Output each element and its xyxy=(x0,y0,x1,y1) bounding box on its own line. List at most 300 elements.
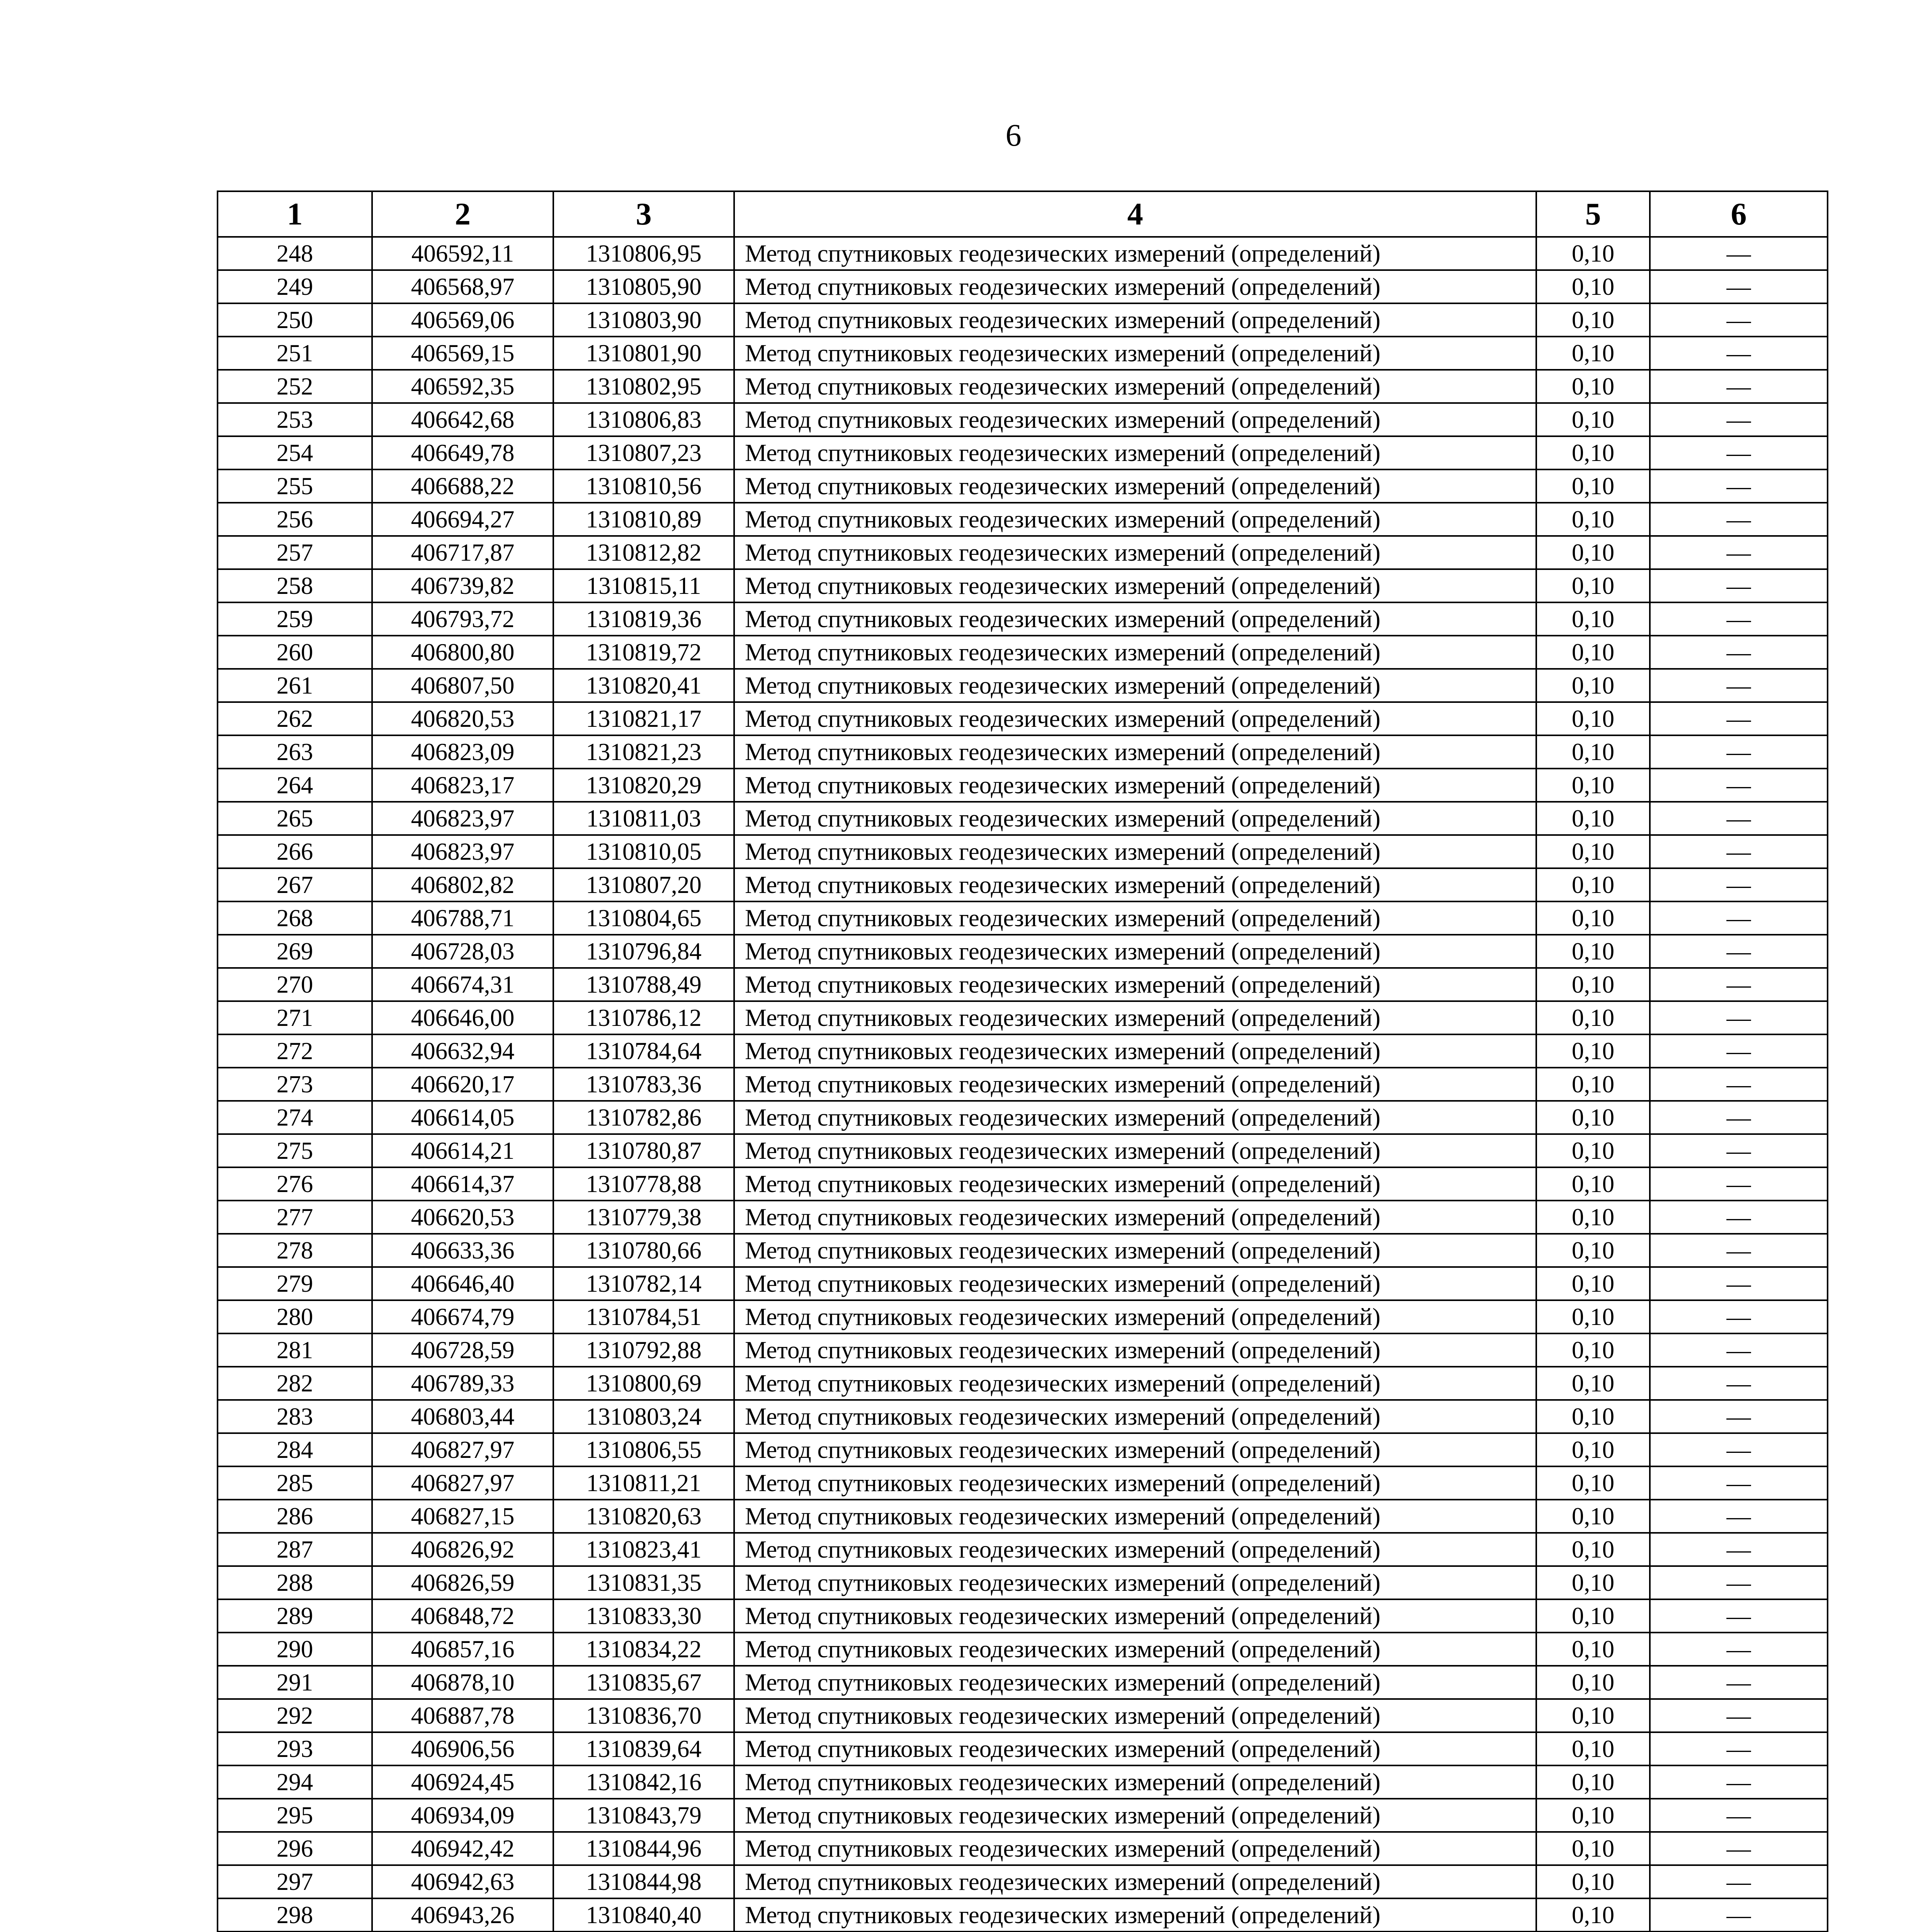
point-number-cell: 283 xyxy=(218,1400,372,1433)
coordinate-x-cell: 406646,00 xyxy=(372,1001,553,1034)
accuracy-cell: 0,10 xyxy=(1536,735,1650,769)
method-cell: Метод спутниковых геодезических измерений (определений) xyxy=(734,569,1536,602)
accuracy-cell: 0,10 xyxy=(1536,1267,1650,1300)
description-cell: — xyxy=(1650,1699,1828,1732)
description-cell: — xyxy=(1650,1433,1828,1466)
accuracy-cell: 0,10 xyxy=(1536,1898,1650,1932)
point-number-cell: 262 xyxy=(218,702,372,735)
method-cell: Метод спутниковых геодезических измерений (определений) xyxy=(734,1201,1536,1234)
coordinate-x-cell: 406632,94 xyxy=(372,1034,553,1068)
accuracy-cell: 0,10 xyxy=(1536,1433,1650,1466)
method-cell: Метод спутниковых геодезических измерений (определений) xyxy=(734,1234,1536,1267)
accuracy-cell: 0,10 xyxy=(1536,1865,1650,1898)
table-row xyxy=(218,602,1828,636)
coordinate-x-cell: 406592,35 xyxy=(372,370,553,403)
description-cell: — xyxy=(1650,968,1828,1001)
description-cell: — xyxy=(1650,769,1828,802)
description-cell: — xyxy=(1650,1599,1828,1633)
coordinate-y-cell: 1310792,88 xyxy=(553,1333,734,1367)
table-body xyxy=(218,237,1828,1932)
coordinate-x-cell: 406807,50 xyxy=(372,669,553,702)
description-cell: — xyxy=(1650,1101,1828,1134)
coordinate-x-cell: 406887,78 xyxy=(372,1699,553,1732)
point-number-cell: 297 xyxy=(218,1865,372,1898)
description-cell: — xyxy=(1650,1865,1828,1898)
column-header-2: 2 xyxy=(372,191,553,237)
point-number-cell: 266 xyxy=(218,835,372,868)
method-cell: Метод спутниковых геодезических измерений (определений) xyxy=(734,702,1536,735)
method-cell: Метод спутниковых геодезических измерений (определений) xyxy=(734,1566,1536,1599)
coordinate-y-cell: 1310811,21 xyxy=(553,1466,734,1500)
coordinate-y-cell: 1310821,17 xyxy=(553,702,734,735)
accuracy-cell: 0,10 xyxy=(1536,1367,1650,1400)
description-cell: — xyxy=(1650,1300,1828,1333)
accuracy-cell: 0,10 xyxy=(1536,702,1650,735)
table-row xyxy=(218,901,1828,935)
method-cell: Метод спутниковых геодезических измерений (определений) xyxy=(734,1167,1536,1201)
method-cell: Метод спутниковых геодезических измерений (определений) xyxy=(734,1699,1536,1732)
method-cell: Метод спутниковых геодезических измерений (определений) xyxy=(734,1101,1536,1134)
coordinate-y-cell: 1310815,11 xyxy=(553,569,734,602)
accuracy-cell: 0,10 xyxy=(1536,370,1650,403)
description-cell: — xyxy=(1650,735,1828,769)
description-cell: — xyxy=(1650,1068,1828,1101)
point-number-cell: 284 xyxy=(218,1433,372,1466)
table-row xyxy=(218,1566,1828,1599)
description-cell: — xyxy=(1650,1500,1828,1533)
coordinate-y-cell: 1310839,64 xyxy=(553,1732,734,1765)
description-cell: — xyxy=(1650,1034,1828,1068)
table-header-row xyxy=(218,191,1828,237)
description-cell: — xyxy=(1650,403,1828,436)
point-number-cell: 254 xyxy=(218,436,372,469)
table-row xyxy=(218,436,1828,469)
point-number-cell: 291 xyxy=(218,1666,372,1699)
coordinate-y-cell: 1310836,70 xyxy=(553,1699,734,1732)
coordinate-x-cell: 406569,06 xyxy=(372,303,553,337)
coordinate-x-cell: 406614,21 xyxy=(372,1134,553,1167)
coordinate-y-cell: 1310844,96 xyxy=(553,1832,734,1865)
coordinate-x-cell: 406592,11 xyxy=(372,237,553,270)
coordinate-y-cell: 1310780,87 xyxy=(553,1134,734,1167)
table-row xyxy=(218,1034,1828,1068)
table-row xyxy=(218,1400,1828,1433)
description-cell: — xyxy=(1650,1799,1828,1832)
table-row xyxy=(218,1666,1828,1699)
table-row xyxy=(218,1333,1828,1367)
column-header-3: 3 xyxy=(553,191,734,237)
method-cell: Метод спутниковых геодезических измерений (определений) xyxy=(734,868,1536,901)
accuracy-cell: 0,10 xyxy=(1536,835,1650,868)
description-cell: — xyxy=(1650,835,1828,868)
table-row xyxy=(218,1799,1828,1832)
point-number-cell: 273 xyxy=(218,1068,372,1101)
coordinate-y-cell: 1310800,69 xyxy=(553,1367,734,1400)
table-row xyxy=(218,1898,1828,1932)
point-number-cell: 287 xyxy=(218,1533,372,1566)
method-cell: Метод спутниковых геодезических измерений (определений) xyxy=(734,1898,1536,1932)
description-cell: — xyxy=(1650,1234,1828,1267)
table-row xyxy=(218,370,1828,403)
coordinate-x-cell: 406802,82 xyxy=(372,868,553,901)
coordinate-x-cell: 406934,09 xyxy=(372,1799,553,1832)
table-row xyxy=(218,835,1828,868)
description-cell: — xyxy=(1650,469,1828,503)
coordinate-y-cell: 1310805,90 xyxy=(553,270,734,303)
coordinate-x-cell: 406793,72 xyxy=(372,602,553,636)
accuracy-cell: 0,10 xyxy=(1536,237,1650,270)
coordinate-y-cell: 1310779,38 xyxy=(553,1201,734,1234)
description-cell: — xyxy=(1650,1267,1828,1300)
point-number-cell: 248 xyxy=(218,237,372,270)
table-row xyxy=(218,735,1828,769)
coordinate-y-cell: 1310801,90 xyxy=(553,337,734,370)
column-header-4: 4 xyxy=(734,191,1536,237)
method-cell: Метод спутниковых геодезических измерений (определений) xyxy=(734,1068,1536,1101)
method-cell: Метод спутниковых геодезических измерений (определений) xyxy=(734,1865,1536,1898)
method-cell: Метод спутниковых геодезических измерений (определений) xyxy=(734,403,1536,436)
accuracy-cell: 0,10 xyxy=(1536,1765,1650,1799)
method-cell: Метод спутниковых геодезических измерений (определений) xyxy=(734,1466,1536,1500)
accuracy-cell: 0,10 xyxy=(1536,469,1650,503)
coordinate-x-cell: 406620,17 xyxy=(372,1068,553,1101)
description-cell: — xyxy=(1650,802,1828,835)
description-cell: — xyxy=(1650,1666,1828,1699)
coordinate-x-cell: 406633,36 xyxy=(372,1234,553,1267)
coordinate-x-cell: 406569,15 xyxy=(372,337,553,370)
method-cell: Метод спутниковых геодезических измерений (определений) xyxy=(734,1500,1536,1533)
table-row xyxy=(218,1367,1828,1400)
point-number-cell: 294 xyxy=(218,1765,372,1799)
method-cell: Метод спутниковых геодезических измерений (определений) xyxy=(734,1799,1536,1832)
method-cell: Метод спутниковых геодезических измерений (определений) xyxy=(734,1367,1536,1400)
table-row xyxy=(218,935,1828,968)
coordinate-x-cell: 406614,37 xyxy=(372,1167,553,1201)
table-row xyxy=(218,669,1828,702)
coordinate-y-cell: 1310831,35 xyxy=(553,1566,734,1599)
point-number-cell: 268 xyxy=(218,901,372,935)
method-cell: Метод спутниковых геодезических измерений (определений) xyxy=(734,237,1536,270)
coordinate-x-cell: 406788,71 xyxy=(372,901,553,935)
coordinate-y-cell: 1310782,86 xyxy=(553,1101,734,1134)
table-row xyxy=(218,1633,1828,1666)
description-cell: — xyxy=(1650,901,1828,935)
method-cell: Метод спутниковых геодезических измерений (определений) xyxy=(734,337,1536,370)
method-cell: Метод спутниковых геодезических измерений (определений) xyxy=(734,370,1536,403)
description-cell: — xyxy=(1650,935,1828,968)
description-cell: — xyxy=(1650,1367,1828,1400)
coordinate-x-cell: 406942,42 xyxy=(372,1832,553,1865)
coordinate-x-cell: 406823,97 xyxy=(372,835,553,868)
accuracy-cell: 0,10 xyxy=(1536,1167,1650,1201)
table-row xyxy=(218,270,1828,303)
accuracy-cell: 0,10 xyxy=(1536,1599,1650,1633)
accuracy-cell: 0,10 xyxy=(1536,1234,1650,1267)
description-cell: — xyxy=(1650,1898,1828,1932)
point-number-cell: 285 xyxy=(218,1466,372,1500)
coordinate-y-cell: 1310835,67 xyxy=(553,1666,734,1699)
point-number-cell: 253 xyxy=(218,403,372,436)
coordinate-y-cell: 1310784,64 xyxy=(553,1034,734,1068)
accuracy-cell: 0,10 xyxy=(1536,1533,1650,1566)
coordinate-y-cell: 1310806,95 xyxy=(553,237,734,270)
accuracy-cell: 0,10 xyxy=(1536,935,1650,968)
coordinate-y-cell: 1310810,05 xyxy=(553,835,734,868)
coordinate-x-cell: 406924,45 xyxy=(372,1765,553,1799)
description-cell: — xyxy=(1650,1566,1828,1599)
coordinate-y-cell: 1310788,49 xyxy=(553,968,734,1001)
coordinate-x-cell: 406943,26 xyxy=(372,1898,553,1932)
accuracy-cell: 0,10 xyxy=(1536,303,1650,337)
method-cell: Метод спутниковых геодезических измерений (определений) xyxy=(734,536,1536,569)
method-cell: Метод спутниковых геодезических измерений (определений) xyxy=(734,1433,1536,1466)
table-row xyxy=(218,802,1828,835)
table-row xyxy=(218,702,1828,735)
point-number-cell: 288 xyxy=(218,1566,372,1599)
coordinate-x-cell: 406827,97 xyxy=(372,1433,553,1466)
table-row xyxy=(218,503,1828,536)
coordinate-y-cell: 1310782,14 xyxy=(553,1267,734,1300)
coordinate-y-cell: 1310796,84 xyxy=(553,935,734,968)
coordinate-x-cell: 406728,03 xyxy=(372,935,553,968)
coordinate-x-cell: 406694,27 xyxy=(372,503,553,536)
description-cell: — xyxy=(1650,1201,1828,1234)
coordinate-y-cell: 1310843,79 xyxy=(553,1799,734,1832)
table-row xyxy=(218,1001,1828,1034)
description-cell: — xyxy=(1650,1001,1828,1034)
coordinate-y-cell: 1310820,29 xyxy=(553,769,734,802)
table-row xyxy=(218,636,1828,669)
accuracy-cell: 0,10 xyxy=(1536,1101,1650,1134)
coordinate-x-cell: 406614,05 xyxy=(372,1101,553,1134)
table-row xyxy=(218,1234,1828,1267)
accuracy-cell: 0,10 xyxy=(1536,1799,1650,1832)
method-cell: Метод спутниковых геодезических измерений (определений) xyxy=(734,1267,1536,1300)
description-cell: — xyxy=(1650,602,1828,636)
table-row xyxy=(218,1300,1828,1333)
description-cell: — xyxy=(1650,1167,1828,1201)
description-cell: — xyxy=(1650,1765,1828,1799)
method-cell: Метод спутниковых геодезических измерений (определений) xyxy=(734,1765,1536,1799)
description-cell: — xyxy=(1650,370,1828,403)
table-row xyxy=(218,968,1828,1001)
coordinate-x-cell: 406649,78 xyxy=(372,436,553,469)
table-row xyxy=(218,1832,1828,1865)
table-row xyxy=(218,569,1828,602)
point-number-cell: 276 xyxy=(218,1167,372,1201)
description-cell: — xyxy=(1650,237,1828,270)
table-row xyxy=(218,469,1828,503)
coordinate-y-cell: 1310786,12 xyxy=(553,1001,734,1034)
accuracy-cell: 0,10 xyxy=(1536,436,1650,469)
point-number-cell: 295 xyxy=(218,1799,372,1832)
method-cell: Метод спутниковых геодезических измерений (определений) xyxy=(734,1666,1536,1699)
coordinate-x-cell: 406942,63 xyxy=(372,1865,553,1898)
method-cell: Метод спутниковых геодезических измерений (определений) xyxy=(734,1633,1536,1666)
point-number-cell: 281 xyxy=(218,1333,372,1367)
coordinate-y-cell: 1310812,82 xyxy=(553,536,734,569)
description-cell: — xyxy=(1650,1732,1828,1765)
table-row xyxy=(218,1433,1828,1466)
point-number-cell: 275 xyxy=(218,1134,372,1167)
description-cell: — xyxy=(1650,503,1828,536)
coordinate-x-cell: 406823,97 xyxy=(372,802,553,835)
method-cell: Метод спутниковых геодезических измерений (определений) xyxy=(734,1533,1536,1566)
method-cell: Метод спутниковых геодезических измерений (определений) xyxy=(734,835,1536,868)
table-row xyxy=(218,1732,1828,1765)
table-row xyxy=(218,1599,1828,1633)
coordinate-x-cell: 406803,44 xyxy=(372,1400,553,1433)
coordinate-x-cell: 406826,92 xyxy=(372,1533,553,1566)
point-number-cell: 256 xyxy=(218,503,372,536)
coordinate-y-cell: 1310780,66 xyxy=(553,1234,734,1267)
table-row xyxy=(218,868,1828,901)
point-number-cell: 272 xyxy=(218,1034,372,1068)
description-cell: — xyxy=(1650,1533,1828,1566)
table-row xyxy=(218,1201,1828,1234)
accuracy-cell: 0,10 xyxy=(1536,1633,1650,1666)
description-cell: — xyxy=(1650,303,1828,337)
point-number-cell: 277 xyxy=(218,1201,372,1234)
coordinate-x-cell: 406878,10 xyxy=(372,1666,553,1699)
method-cell: Метод спутниковых геодезических измерений (определений) xyxy=(734,802,1536,835)
coordinate-x-cell: 406800,80 xyxy=(372,636,553,669)
table-row xyxy=(218,1699,1828,1732)
coordinate-x-cell: 406642,68 xyxy=(372,403,553,436)
point-number-cell: 264 xyxy=(218,769,372,802)
point-number-cell: 251 xyxy=(218,337,372,370)
point-number-cell: 296 xyxy=(218,1832,372,1865)
table-row xyxy=(218,1267,1828,1300)
method-cell: Метод спутниковых геодезических измерений (определений) xyxy=(734,1134,1536,1167)
point-number-cell: 282 xyxy=(218,1367,372,1400)
method-cell: Метод спутниковых геодезических измерений (определений) xyxy=(734,769,1536,802)
table-row xyxy=(218,1765,1828,1799)
point-number-cell: 249 xyxy=(218,270,372,303)
coordinate-y-cell: 1310842,16 xyxy=(553,1765,734,1799)
coordinate-y-cell: 1310834,22 xyxy=(553,1633,734,1666)
table-row xyxy=(218,237,1828,270)
method-cell: Метод спутниковых геодезических измерений (определений) xyxy=(734,602,1536,636)
method-cell: Метод спутниковых геодезических измерений (определений) xyxy=(734,503,1536,536)
accuracy-cell: 0,10 xyxy=(1536,270,1650,303)
accuracy-cell: 0,10 xyxy=(1536,868,1650,901)
coordinate-y-cell: 1310819,72 xyxy=(553,636,734,669)
point-number-cell: 260 xyxy=(218,636,372,669)
accuracy-cell: 0,10 xyxy=(1536,337,1650,370)
coordinate-x-cell: 406906,56 xyxy=(372,1732,553,1765)
point-number-cell: 257 xyxy=(218,536,372,569)
column-header-1: 1 xyxy=(218,191,372,237)
description-cell: — xyxy=(1650,1832,1828,1865)
point-number-cell: 250 xyxy=(218,303,372,337)
accuracy-cell: 0,10 xyxy=(1536,403,1650,436)
method-cell: Метод спутниковых геодезических измерений (определений) xyxy=(734,1732,1536,1765)
coordinate-x-cell: 406739,82 xyxy=(372,569,553,602)
coordinate-x-cell: 406789,33 xyxy=(372,1367,553,1400)
method-cell: Метод спутниковых геодезических измерений (определений) xyxy=(734,636,1536,669)
accuracy-cell: 0,10 xyxy=(1536,1666,1650,1699)
point-number-cell: 298 xyxy=(218,1898,372,1932)
coordinate-x-cell: 406717,87 xyxy=(372,536,553,569)
table-row xyxy=(218,1500,1828,1533)
description-cell: — xyxy=(1650,270,1828,303)
coordinate-x-cell: 406827,97 xyxy=(372,1466,553,1500)
coordinate-x-cell: 406857,16 xyxy=(372,1633,553,1666)
point-number-cell: 267 xyxy=(218,868,372,901)
point-number-cell: 289 xyxy=(218,1599,372,1633)
coordinate-y-cell: 1310819,36 xyxy=(553,602,734,636)
description-cell: — xyxy=(1650,1633,1828,1666)
method-cell: Метод спутниковых геодезических измерений (определений) xyxy=(734,1034,1536,1068)
point-number-cell: 265 xyxy=(218,802,372,835)
table-row xyxy=(218,303,1828,337)
method-cell: Метод спутниковых геодезических измерений (определений) xyxy=(734,735,1536,769)
accuracy-cell: 0,10 xyxy=(1536,669,1650,702)
coordinate-y-cell: 1310821,23 xyxy=(553,735,734,769)
accuracy-cell: 0,10 xyxy=(1536,1699,1650,1732)
coordinate-x-cell: 406728,59 xyxy=(372,1333,553,1367)
coordinate-x-cell: 406674,79 xyxy=(372,1300,553,1333)
method-cell: Метод спутниковых геодезических измерений (определений) xyxy=(734,1001,1536,1034)
column-header-5: 5 xyxy=(1536,191,1650,237)
coordinate-y-cell: 1310844,98 xyxy=(553,1865,734,1898)
description-cell: — xyxy=(1650,536,1828,569)
coordinate-y-cell: 1310810,56 xyxy=(553,469,734,503)
coordinate-x-cell: 406674,31 xyxy=(372,968,553,1001)
description-cell: — xyxy=(1650,1134,1828,1167)
coordinate-y-cell: 1310802,95 xyxy=(553,370,734,403)
point-number-cell: 252 xyxy=(218,370,372,403)
coordinate-x-cell: 406826,59 xyxy=(372,1566,553,1599)
method-cell: Метод спутниковых геодезических измерений (определений) xyxy=(734,901,1536,935)
point-number-cell: 255 xyxy=(218,469,372,503)
method-cell: Метод спутниковых геодезических измерений (определений) xyxy=(734,469,1536,503)
point-number-cell: 278 xyxy=(218,1234,372,1267)
method-cell: Метод спутниковых геодезических измерений (определений) xyxy=(734,1400,1536,1433)
point-number-cell: 290 xyxy=(218,1633,372,1666)
point-number-cell: 292 xyxy=(218,1699,372,1732)
coordinate-y-cell: 1310778,88 xyxy=(553,1167,734,1201)
coordinate-y-cell: 1310806,55 xyxy=(553,1433,734,1466)
accuracy-cell: 0,10 xyxy=(1536,636,1650,669)
point-number-cell: 286 xyxy=(218,1500,372,1533)
accuracy-cell: 0,10 xyxy=(1536,1300,1650,1333)
coordinate-y-cell: 1310803,24 xyxy=(553,1400,734,1433)
accuracy-cell: 0,10 xyxy=(1536,1400,1650,1433)
table-row xyxy=(218,337,1828,370)
method-cell: Метод спутниковых геодезических измерений (определений) xyxy=(734,270,1536,303)
method-cell: Метод спутниковых геодезических измерений (определений) xyxy=(734,968,1536,1001)
coordinate-y-cell: 1310810,89 xyxy=(553,503,734,536)
table-row xyxy=(218,1068,1828,1101)
coordinate-x-cell: 406823,17 xyxy=(372,769,553,802)
accuracy-cell: 0,10 xyxy=(1536,769,1650,802)
description-cell: — xyxy=(1650,868,1828,901)
point-number-cell: 258 xyxy=(218,569,372,602)
coordinate-y-cell: 1310784,51 xyxy=(553,1300,734,1333)
description-cell: — xyxy=(1650,1400,1828,1433)
coordinate-x-cell: 406848,72 xyxy=(372,1599,553,1633)
point-number-cell: 274 xyxy=(218,1101,372,1134)
coordinate-y-cell: 1310840,40 xyxy=(553,1898,734,1932)
coordinates-table xyxy=(217,190,1828,1932)
coordinate-x-cell: 406820,53 xyxy=(372,702,553,735)
coordinate-x-cell: 406568,97 xyxy=(372,270,553,303)
table-row xyxy=(218,1134,1828,1167)
accuracy-cell: 0,10 xyxy=(1536,1333,1650,1367)
coordinate-y-cell: 1310804,65 xyxy=(553,901,734,935)
